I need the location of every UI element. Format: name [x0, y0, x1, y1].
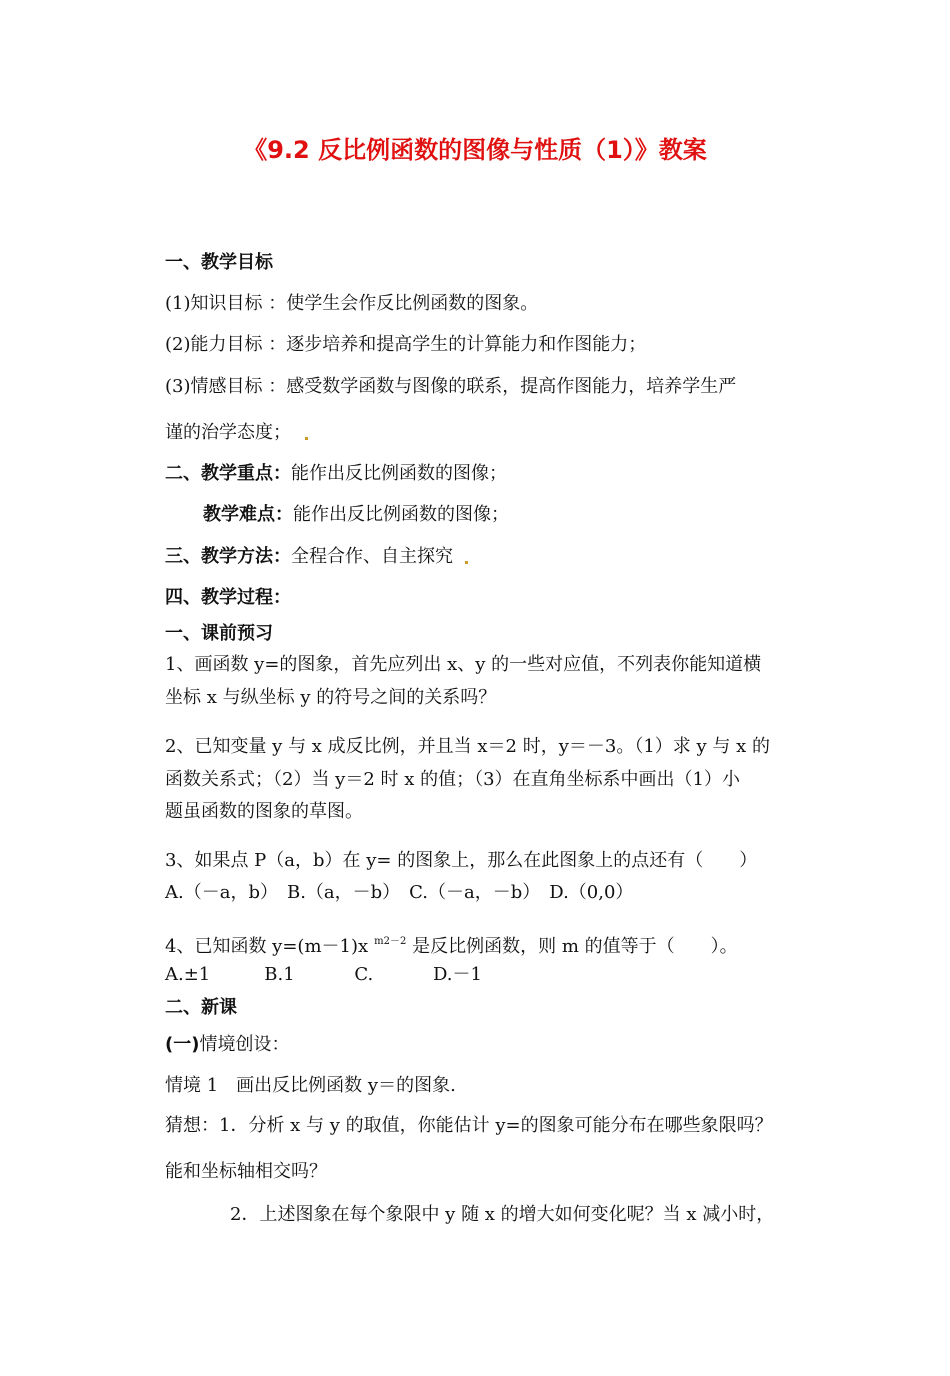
section-heading-objectives: 一、教学目标	[165, 252, 273, 273]
method-text: 全程合作、自主探究	[291, 546, 453, 567]
question-3-options: A.（－a，b） B.（a，－b） C.（－a，－b） D.（0,0）	[165, 882, 634, 903]
dot-mark	[305, 437, 308, 440]
difficulty-label: 教学难点：	[203, 504, 293, 525]
objective-emotion-cont-text: 谨的治学态度；	[165, 422, 291, 443]
method-line	[165, 545, 470, 569]
objective-ability: (2)能力目标 ：逐步培养和提高学生的计算能力和作图能力；	[165, 334, 647, 355]
question-1-line-2: 坐标 x 与纵坐标 y 的符号之间的关系吗？	[165, 687, 497, 708]
objective-emotion-cont	[165, 421, 310, 445]
subsection-label: (一)	[165, 1034, 200, 1055]
situation-1: 情境 1 画出反比例函数 y＝的图象.	[165, 1075, 456, 1096]
question-2-line-2: 函数关系式；（2）当 y＝2 时 x 的值；（3）在直角坐标系中画出（1）小	[165, 769, 741, 790]
question-4-options: A.±1 B.1 C. D.－1	[165, 964, 482, 985]
guess-2: 2．上述图象在每个象限中 y 随 x 的增大如何变化呢？当 x 减小时，	[230, 1204, 775, 1225]
key-points-line	[165, 462, 507, 486]
question-1-line-1: 1、画函数 y=的图象，首先应列出 x、y 的一些对应值，不列表你能知道横	[165, 654, 762, 675]
dot-mark	[465, 561, 468, 564]
key-points-text: 能作出反比例函数的图像；	[291, 463, 507, 484]
question-3-line-1: 3、如果点 P（a，b）在 y= 的图象上，那么在此图象上的点还有（ ）	[165, 850, 758, 871]
question-2-line-3: 题虽函数的图象的草图。	[165, 801, 363, 822]
document-title: 《9.2 反比例函数的图像与性质（1）》教案	[243, 136, 707, 164]
guess-1: 猜想：1．分析 x 与 y 的取值，你能估计 y=的图象可能分布在哪些象限吗？	[165, 1115, 773, 1136]
objective-knowledge: (1)知识目标 ：使学生会作反比例函数的图象。	[165, 293, 539, 314]
part-heading-preview: 一、课前预习	[165, 623, 273, 644]
method-label: 三、教学方法：	[165, 546, 291, 567]
question-4-line-1	[165, 930, 738, 959]
question-4-stem-end: 是反比例函数，则 m 的值等于（ ）。	[406, 936, 738, 957]
difficulty-line	[203, 503, 509, 527]
part-heading-new-lesson: 二、新课	[165, 997, 237, 1018]
objective-emotion: (3)情感目标 ：感受数学函数与图像的联系，提高作图能力，培养学生严	[165, 376, 737, 397]
key-points-label: 二、教学重点：	[165, 463, 291, 484]
section-heading-process: 四、教学过程：	[165, 587, 291, 608]
guess-1-cont: 能和坐标轴相交吗？	[165, 1161, 327, 1182]
subsection-situation	[165, 1033, 289, 1057]
difficulty-text: 能作出反比例函数的图像；	[293, 504, 509, 525]
question-2-line-1: 2、已知变量 y 与 x 成反比例，并且当 x＝2 时，y＝－3。（1）求 y 与 x 的	[165, 736, 770, 757]
question-4-stem: 4、已知函数 y=(m－1)x	[165, 936, 369, 957]
subsection-text: 情境创设：	[199, 1034, 290, 1055]
exponent: m2－2	[374, 936, 407, 947]
